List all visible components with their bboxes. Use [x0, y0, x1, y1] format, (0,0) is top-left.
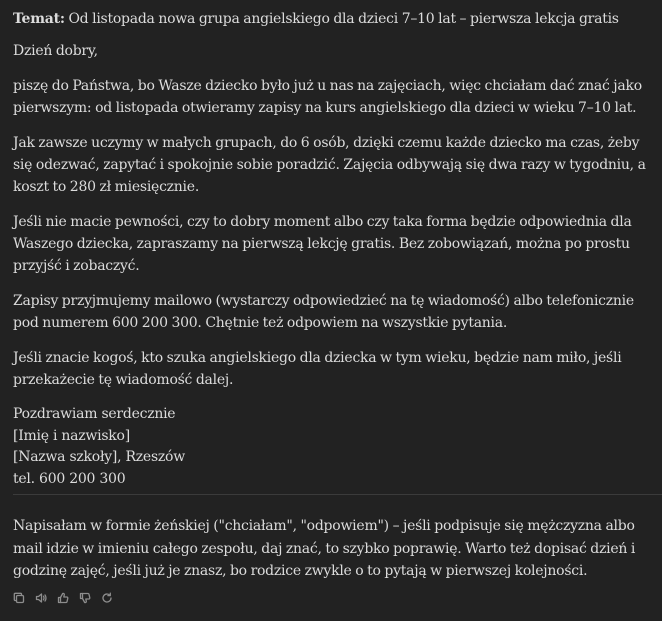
regenerate-icon — [101, 592, 113, 608]
email-paragraph: Jeśli znacie kogoś, kto szuka angielskiego dla dziecka w tym wieku, będzie nam miło, jeśli przekażecie tę wiadomość dalej. — [13, 350, 622, 388]
signature-line: tel. 600 200 300 — [13, 470, 126, 487]
signature-line: [Nazwa szkoły], Rzeszów — [13, 449, 185, 465]
subject-text: Od listopada nowa grupa angielskiego dla dzieci 7–10 lat – pierwsza lekcja gratis — [64, 11, 619, 27]
thumbs-down-icon — [79, 592, 91, 608]
email-paragraph: Jeśli nie macie pewności, czy to dobry moment albo czy taka forma będzie odpowiednia dla Waszego dziecka, zapraszamy na pierwszą lekcję gratis. Bez zobowiązań, można po prostu przyjść i zobaczyć. — [13, 214, 632, 274]
assistant-note: Napisałam w formie żeńskiej ("chciałam", "odpowiem") – jeśli podpisuje się mężczyzna albo mail idzie w imieniu całego zespołu, daj znać, to szybko poprawię. Warto też dopisać dzień i godzinę zajęć, jeśli już je znasz, bo rodzice zwykle o to pytają w pierwszej kolejności. — [13, 518, 636, 579]
divider — [13, 494, 662, 495]
subject-label: Temat: — [13, 11, 65, 27]
thumbs-up-button[interactable] — [56, 593, 70, 607]
email-signature — [13, 404, 648, 490]
signature-line: [Imię i nazwisko] — [13, 427, 130, 444]
thumbs-up-icon — [57, 592, 69, 608]
regenerate-button[interactable] — [100, 593, 114, 607]
thumbs-down-button[interactable] — [78, 593, 92, 607]
email-draft — [13, 8, 648, 490]
copy-icon — [13, 592, 25, 608]
read-aloud-button[interactable] — [34, 593, 48, 607]
email-paragraph: Jak zawsze uczymy w małych grupach, do 6 osób, dzięki czemu każde dziecko ma czas, żeby się odezwać, zapytać i spokojnie sobie poradzić. Zajęcia odbywają się dwa razy w tygodniu, a koszt to 280 zł miesięcznie. — [13, 135, 646, 195]
message-actions — [12, 593, 114, 607]
signature-line: Pozdrawiam serdecznie — [13, 406, 176, 422]
copy-button[interactable] — [12, 593, 26, 607]
email-greeting: Dzień dobry, — [13, 43, 98, 59]
email-paragraph: Zapisy przyjmujemy mailowo (wystarczy odpowiedzieć na tę wiadomość) albo telefonicznie pod numerem 600 200 300. Chętnie też odpowiem na wszystkie pytania. — [13, 293, 634, 331]
email-paragraph: piszę do Państwa, bo Wasze dziecko było już u nas na zajęciach, więc chciałam dać znać jako pierwszym: od listopada otwieramy zapisy na kurs angielskiego dla dzieci w wieku 7–10 lat. — [13, 78, 642, 116]
email-subject — [13, 8, 648, 30]
speaker-icon — [35, 592, 47, 608]
